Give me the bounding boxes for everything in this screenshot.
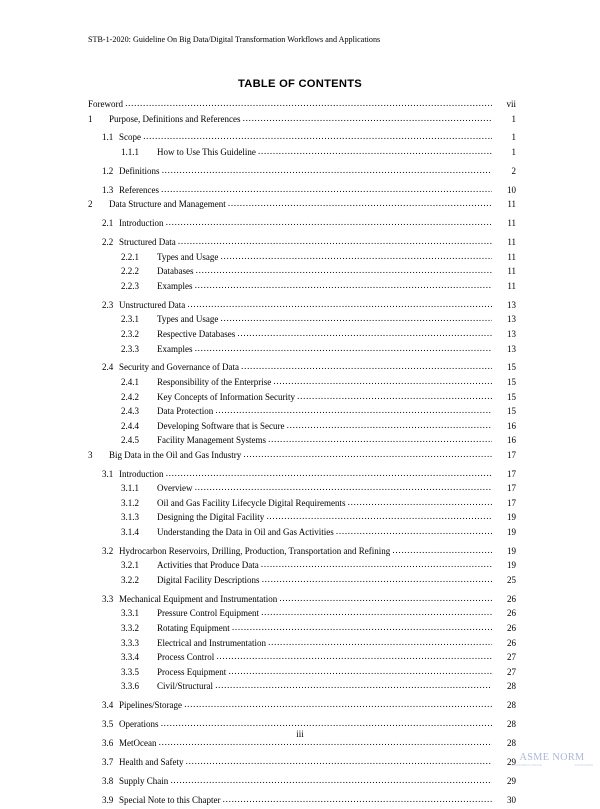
toc-entry[interactable] — [88, 527, 516, 542]
toc-dot-leader — [170, 776, 492, 786]
toc-entry-page-number: 29 — [507, 775, 516, 786]
toc-entry-label: Facility Management Systems — [157, 435, 266, 446]
toc-entry[interactable] — [88, 237, 516, 252]
toc-entry[interactable] — [88, 546, 516, 561]
page-folio: iii — [296, 729, 304, 739]
toc-entry[interactable] — [88, 575, 516, 590]
toc-entry-label: Civil/Structural — [157, 681, 213, 692]
toc-entry-number: 3.3.1 — [121, 608, 139, 619]
toc-entry-label: Oil and Gas Facility Lifecycle Digital Requirements — [157, 497, 346, 508]
toc-entry[interactable] — [88, 300, 516, 315]
toc-entry-number: 3.3.4 — [121, 652, 139, 663]
toc-entry-number: 3.2.1 — [121, 560, 139, 571]
toc-entry-page-number: 17 — [507, 497, 516, 508]
toc-entry[interactable] — [88, 252, 516, 267]
toc-entry-page-number: 1 — [511, 113, 516, 124]
running-header: STB-1-2020: Guideline On Big Data/Digital Transformation Workflows and Applications — [88, 35, 381, 44]
toc-dot-leader — [273, 377, 492, 387]
toc-entry-page-number: 19 — [507, 560, 516, 571]
toc-entry-number: 3.3.3 — [121, 637, 139, 648]
toc-entry-number: 2.2.3 — [121, 280, 139, 291]
toc-dot-leader — [241, 362, 492, 372]
toc-entry-number: 2.4.3 — [121, 406, 139, 417]
toc-entry-number: 2.4.4 — [121, 420, 139, 431]
toc-entry-label: How to Use This Guideline — [157, 147, 256, 158]
toc-entry-page-number: 13 — [507, 299, 516, 310]
toc-entry-number: 3.2 — [102, 545, 114, 556]
toc-entry-page-number: 1 — [511, 147, 516, 158]
toc-dot-leader — [297, 392, 492, 402]
toc-entry[interactable] — [88, 795, 516, 809]
toc-entry[interactable] — [88, 483, 516, 498]
toc-entry-page-number: 16 — [507, 435, 516, 446]
toc-entry-number: 3.8 — [102, 775, 114, 786]
toc-entry[interactable] — [88, 421, 516, 436]
toc-dot-leader — [187, 300, 492, 310]
toc-entry-page-number: 11 — [507, 251, 516, 262]
toc-entry[interactable] — [88, 700, 516, 715]
watermark-title: ASME NORM — [519, 752, 585, 763]
toc-entry[interactable] — [88, 667, 516, 682]
toc-entry[interactable] — [88, 114, 516, 129]
toc-dot-leader — [215, 406, 492, 416]
toc-entry-number: 3.6 — [102, 737, 114, 748]
toc-dot-leader — [287, 421, 492, 431]
toc-entry[interactable] — [88, 757, 516, 772]
toc-entry-page-number: vii — [506, 99, 516, 109]
toc-entry-label: Process Control — [157, 652, 215, 663]
toc-entry-number: 1.2 — [102, 165, 114, 176]
toc-dot-leader — [159, 738, 492, 748]
toc-entry[interactable] — [88, 594, 516, 609]
toc-entry-number: 3.3 — [102, 593, 114, 604]
toc-dot-leader — [221, 314, 492, 324]
toc-entry-number: 3.1.1 — [121, 483, 139, 494]
toc-entry-page-number: 25 — [507, 574, 516, 585]
toc-entry-label: Unstructured Data — [119, 299, 186, 310]
toc-entry-number: 3.2.2 — [121, 574, 139, 585]
toc-dot-leader — [184, 700, 492, 710]
toc-entry-number: 2.4.1 — [121, 377, 139, 388]
toc-entry-page-number: 30 — [507, 794, 516, 805]
toc-entry-number: 2.4.2 — [121, 391, 139, 402]
toc-entry-page-number: 13 — [507, 314, 516, 325]
watermark-subtitle-row — [508, 763, 596, 767]
toc-entry-number: 3.1 — [102, 468, 114, 479]
toc-dot-leader — [143, 132, 492, 142]
toc-dot-leader — [215, 681, 492, 691]
toc-dot-leader — [223, 795, 492, 805]
toc-dot-leader — [228, 667, 492, 677]
toc-dot-leader — [196, 266, 492, 276]
toc-entry-number: 1 — [88, 113, 93, 124]
toc-entry-number: 1.3 — [102, 184, 114, 195]
toc-entry-label: Data Structure and Management — [109, 199, 226, 210]
toc-dot-leader — [348, 498, 492, 508]
toc-entry-page-number: 11 — [507, 280, 516, 291]
toc-entry-label: Types and Usage — [157, 251, 219, 262]
toc-entry[interactable] — [88, 377, 516, 392]
toc-entry-page-number: 15 — [507, 377, 516, 388]
toc-dot-leader — [195, 483, 492, 493]
toc-entry-label: Types and Usage — [157, 314, 219, 325]
toc-entry-label: Health and Safety — [119, 756, 184, 767]
toc-entry[interactable] — [88, 166, 516, 181]
toc-entry-number: 3.9 — [102, 794, 114, 805]
toc-entry[interactable] — [88, 392, 516, 407]
toc-entry-label: Electrical and Instrumentation — [157, 637, 266, 648]
toc-dot-leader — [162, 166, 492, 176]
toc-entry-label: Operations — [119, 719, 159, 730]
toc-entry-page-number: 2 — [511, 165, 516, 176]
toc-entry-label: Supply Chain — [119, 775, 169, 786]
toc-entry[interactable] — [88, 344, 516, 359]
toc-entry[interactable] — [88, 99, 516, 114]
toc-entry[interactable] — [88, 281, 516, 296]
toc-entry-label: Overview — [157, 483, 193, 494]
toc-entry-number: 2.4 — [102, 362, 114, 373]
toc-dot-leader — [125, 99, 492, 109]
toc-entry-label: Special Note to this Chapter — [119, 794, 221, 805]
toc-entry-page-number: 11 — [507, 199, 516, 210]
toc-entry-number: 3 — [88, 449, 93, 460]
toc-entry[interactable] — [88, 362, 516, 377]
toc-entry[interactable] — [88, 329, 516, 344]
toc-dot-leader — [243, 450, 492, 460]
toc-entry-page-number: 26 — [507, 637, 516, 648]
toc-entry-number: 3.5 — [102, 719, 114, 730]
toc-dot-leader — [392, 546, 492, 556]
watermark-subtitle-right: STANDARDS — [574, 763, 593, 767]
toc-entry[interactable] — [88, 608, 516, 623]
toc-entry-label: Pressure Control Equipment — [157, 608, 259, 619]
table-of-contents — [88, 99, 516, 809]
toc-entry-page-number: 1 — [511, 132, 516, 143]
toc-dot-leader — [178, 237, 492, 247]
toc-entry-label: Scope — [119, 132, 141, 143]
toc-entry[interactable] — [88, 218, 516, 233]
toc-entry-label: Examples — [157, 280, 193, 291]
toc-entry-label: Mechanical Equipment and Instrumentation — [119, 593, 278, 604]
toc-entry-number: 2.3.3 — [121, 343, 139, 354]
toc-entry-label: Foreword — [88, 99, 123, 109]
toc-entry-number: 1.1.1 — [121, 147, 139, 158]
toc-entry-label: Hydrocarbon Reservoirs, Drilling, Production, Transportation and Refining — [119, 545, 391, 556]
toc-entry-number: 2.3.1 — [121, 314, 139, 325]
toc-dot-leader — [268, 638, 492, 648]
toc-entry-label: Purpose, Definitions and References — [109, 113, 241, 124]
toc-entry-label: Understanding the Data in Oil and Gas Activities — [157, 526, 334, 537]
toc-entry[interactable] — [88, 512, 516, 527]
toc-entry-page-number: 19 — [507, 545, 516, 556]
toc-entry-label: References — [119, 184, 159, 195]
toc-entry-label: MetOcean — [119, 737, 157, 748]
toc-entry-number: 1.1 — [102, 132, 114, 143]
toc-dot-leader — [262, 575, 492, 585]
toc-entry-page-number: 27 — [507, 666, 516, 677]
toc-entry-page-number: 17 — [507, 483, 516, 494]
toc-dot-leader — [258, 147, 492, 157]
watermark-subtitle-left: STANDARDS ONLINE — [511, 763, 542, 767]
toc-entry[interactable] — [88, 776, 516, 791]
toc-dot-leader — [279, 594, 492, 604]
toc-entry-page-number: 17 — [507, 449, 516, 460]
toc-entry[interactable] — [88, 450, 516, 465]
toc-dot-leader — [166, 469, 492, 479]
toc-entry-page-number: 13 — [507, 343, 516, 354]
toc-entry[interactable] — [88, 132, 516, 147]
toc-entry-page-number: 17 — [507, 468, 516, 479]
toc-entry-label: Pipelines/Storage — [119, 700, 182, 711]
toc-entry-page-number: 27 — [507, 652, 516, 663]
toc-entry-page-number: 13 — [507, 329, 516, 339]
toc-entry-label: Responsibility of the Enterprise — [157, 377, 272, 388]
toc-entry-page-number: 10 — [507, 184, 516, 195]
toc-dot-leader — [232, 623, 492, 633]
toc-entry-label: Big Data in the Oil and Gas Industry — [109, 449, 242, 460]
toc-entry-number: 2.2.1 — [121, 251, 139, 262]
toc-entry[interactable] — [88, 498, 516, 513]
toc-entry-page-number: 19 — [507, 512, 516, 523]
toc-entry-label: Respective Databases — [157, 329, 236, 339]
toc-entry-number: 2.2.2 — [121, 266, 139, 277]
toc-entry-page-number: 29 — [507, 756, 516, 767]
toc-entry[interactable] — [88, 185, 516, 200]
toc-dot-leader — [261, 560, 492, 570]
toc-dot-leader — [243, 114, 492, 124]
toc-entry-number: 3.1.2 — [121, 497, 139, 508]
toc-dot-leader — [237, 329, 492, 339]
toc-entry-number: 2.1 — [102, 218, 114, 229]
toc-entry-label: Digital Facility Descriptions — [157, 574, 260, 585]
toc-dot-leader — [268, 435, 492, 445]
asme-norm-watermark — [508, 752, 596, 767]
toc-entry-page-number: 15 — [507, 391, 516, 402]
toc-entry-page-number: 28 — [507, 719, 516, 730]
toc-entry-label: Definitions — [119, 165, 160, 176]
toc-entry-label: Structured Data — [119, 237, 176, 248]
toc-entry-label: Designing the Digital Facility — [157, 512, 265, 523]
toc-entry-label: Developing Software that is Secure — [157, 420, 285, 431]
toc-entry-number: 2.4.5 — [121, 435, 139, 446]
toc-entry-number: 2 — [88, 199, 93, 210]
toc-entry-number: 3.4 — [102, 700, 114, 711]
toc-entry-label: Process Equipment — [157, 666, 227, 677]
toc-entry-page-number: 15 — [507, 406, 516, 417]
toc-entry-page-number: 11 — [507, 218, 516, 229]
toc-entry[interactable] — [88, 469, 516, 484]
toc-entry-page-number: 26 — [507, 593, 516, 604]
toc-entry-label: Data Protection — [157, 406, 214, 417]
toc-entry-page-number: 26 — [507, 608, 516, 619]
toc-entry-page-number: 28 — [507, 700, 516, 711]
toc-entry-number: 3.1.4 — [121, 526, 139, 537]
toc-dot-leader — [166, 218, 492, 228]
toc-dot-leader — [221, 252, 492, 262]
toc-entry-page-number: 19 — [507, 526, 516, 537]
toc-entry-page-number: 28 — [507, 737, 516, 748]
toc-entry-page-number: 26 — [507, 622, 516, 633]
toc-dot-leader — [195, 281, 492, 291]
toc-entry[interactable] — [88, 738, 516, 753]
toc-entry-label: Databases — [157, 266, 194, 277]
toc-entry-label: Examples — [157, 343, 193, 354]
toc-entry-label: Introduction — [119, 218, 164, 229]
toc-entry-page-number: 11 — [507, 237, 516, 248]
toc-entry[interactable] — [88, 266, 516, 281]
toc-dot-leader — [216, 652, 492, 662]
toc-entry[interactable] — [88, 147, 516, 162]
toc-entry[interactable] — [88, 652, 516, 667]
toc-entry[interactable] — [88, 199, 516, 214]
toc-entry[interactable] — [88, 406, 516, 421]
toc-entry-number: 2.3 — [102, 299, 114, 310]
toc-dot-leader — [161, 719, 492, 729]
toc-entry-number: 3.3.6 — [121, 681, 139, 692]
toc-dot-leader — [336, 527, 492, 537]
toc-entry-label: Activities that Produce Data — [157, 560, 259, 571]
toc-entry-label: Security and Governance of Data — [119, 362, 239, 373]
toc-entry-page-number: 16 — [507, 420, 516, 431]
toc-entry-label: Rotating Equipment — [157, 622, 230, 633]
toc-entry[interactable] — [88, 638, 516, 653]
toc-dot-leader — [186, 757, 492, 767]
toc-entry-page-number: 11 — [507, 266, 516, 277]
toc-dot-leader — [228, 199, 492, 209]
toc-entry-label: Key Concepts of Information Security — [157, 391, 295, 402]
toc-dot-leader — [195, 344, 492, 354]
toc-entry[interactable] — [88, 314, 516, 329]
toc-entry[interactable] — [88, 435, 516, 450]
toc-entry-page-number: 28 — [507, 681, 516, 692]
toc-entry[interactable] — [88, 560, 516, 575]
toc-entry[interactable] — [88, 681, 516, 696]
page-title: TABLE OF CONTENTS — [238, 78, 362, 90]
toc-dot-leader — [261, 608, 492, 618]
toc-dot-leader — [266, 512, 492, 522]
toc-entry-number: 3.3.5 — [121, 666, 139, 677]
toc-entry-number: 3.7 — [102, 756, 114, 767]
toc-dot-leader — [161, 185, 492, 195]
toc-entry-page-number: 15 — [507, 362, 516, 373]
toc-entry-number: 3.1.3 — [121, 512, 139, 523]
toc-entry[interactable] — [88, 623, 516, 638]
toc-entry-number: 2.3.2 — [121, 329, 139, 339]
toc-entry-label: Introduction — [119, 468, 164, 479]
toc-entry-number: 3.3.2 — [121, 622, 139, 633]
toc-entry-number: 2.2 — [102, 237, 114, 248]
